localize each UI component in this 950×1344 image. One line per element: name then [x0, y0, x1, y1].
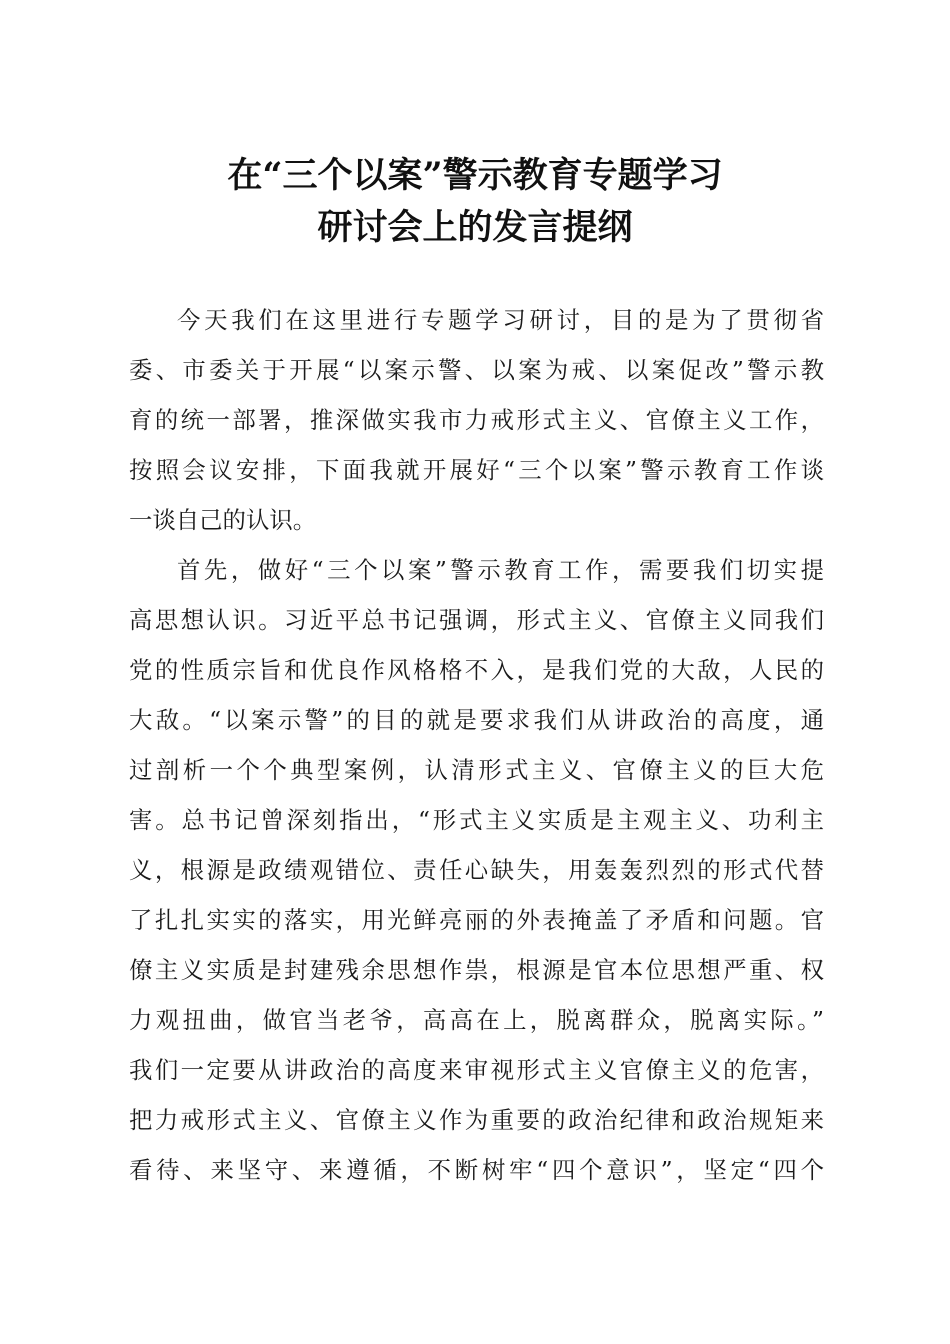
- paragraph-1-line: 一谈自己的认识。: [129, 506, 317, 534]
- paragraph-2-line: 党的性质宗旨和优良作风格格不入，是我们党的大敌，人民的: [129, 656, 824, 684]
- paragraph-1-line: 今天我们在这里进行专题学习研讨，目的是为了贯彻省: [177, 306, 824, 334]
- paragraph-1-line: 育的统一部署，推深做实我市力戒形式主义、官僚主义工作，: [129, 406, 824, 434]
- document-title-line-1: 在“三个以案”警示教育专题学习: [227, 155, 723, 196]
- paragraph-2-line: 了扎扎实实的落实，用光鲜亮丽的外表掩盖了矛盾和问题。官: [129, 906, 824, 934]
- paragraph-2-line: 过剖析一个个典型案例，认清形式主义、官僚主义的巨大危: [129, 756, 824, 784]
- paragraph-2-line: 高思想认识。习近平总书记强调，形式主义、官僚主义同我们: [129, 606, 824, 634]
- paragraph-2-line: 力观扭曲，做官当老爷，高高在上，脱离群众，脱离实际。”: [129, 1006, 824, 1034]
- paragraph-2-line: 看待、来坚守、来遵循，不断树牢“四个意识”，坚定“四个: [129, 1156, 824, 1184]
- paragraph-2-line: 僚主义实质是封建残余思想作祟，根源是官本位思想严重、权: [129, 956, 824, 984]
- document-title-line-2: 研讨会上的发言提纲: [317, 207, 633, 248]
- paragraph-2-line: 我们一定要从讲政治的高度来审视形式主义官僚主义的危害，: [129, 1056, 824, 1084]
- paragraph-2-line: 大敌。“以案示警”的目的就是要求我们从讲政治的高度，通: [129, 706, 824, 734]
- paragraph-2-line: 把力戒形式主义、官僚主义作为重要的政治纪律和政治规矩来: [129, 1106, 824, 1134]
- paragraph-2-line: 义，根源是政绩观错位、责任心缺失，用轰轰烈烈的形式代替: [129, 856, 824, 884]
- paragraph-2-line: 首先，做好“三个以案”警示教育工作，需要我们切实提: [177, 556, 824, 584]
- paragraph-1-line: 委、市委关于开展“以案示警、以案为戒、以案促改”警示教: [129, 356, 824, 384]
- paragraph-2-line: 害。总书记曾深刻指出，“形式主义实质是主观主义、功利主: [129, 806, 824, 834]
- paragraph-1-line: 按照会议安排，下面我就开展好“三个以案”警示教育工作谈: [129, 456, 824, 484]
